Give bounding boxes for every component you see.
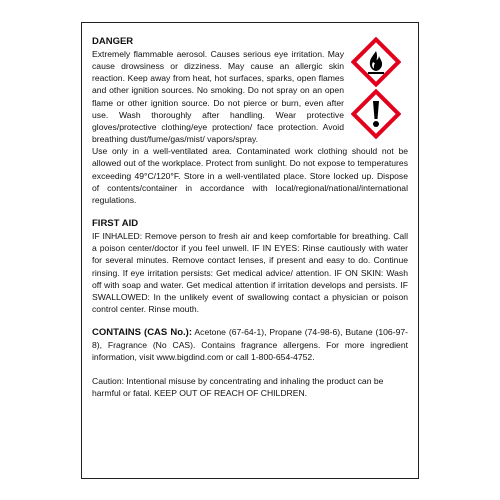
pictogram-column bbox=[342, 37, 410, 141]
danger-heading: DANGER bbox=[92, 36, 134, 47]
contains-text: Acetone (67-64-1), Propane (74-98-6), Butane (106-97-8), Fragrance (No CAS). Contains fragrance allergens. For more ingredient information, visit www.bigdind.com or call 1-800-654-4752. bbox=[92, 327, 408, 363]
first-aid-section bbox=[92, 217, 408, 315]
caution-text: Caution: Intentional misuse by concentrating and inhaling the product can be harmful or fatal. KEEP OUT OF REACH OF CHILDREN. bbox=[92, 375, 384, 398]
first-aid-text: IF INHALED: Remove person to fresh air and keep comfortable for breathing. Call a poison center/doctor if you feel unwell. IF IN EYES: Rinse cautiously with water for several minutes. Remove contact lenses, if present and easy to do. Continue rinsing. If eye irritation persists: Get medical advice/ attention. IF ON SKIN: Wash off with soap and water. Get medical attention if irritation develops and persists. IF SWALLOWED: In the unlikely event of swallowing contact a physician or poison control center. Rinse mouth. bbox=[92, 231, 408, 314]
first-aid-heading: FIRST AID bbox=[92, 218, 139, 230]
exclamation-pictogram-icon bbox=[351, 89, 401, 139]
danger-section bbox=[92, 35, 408, 206]
contains-text-block bbox=[92, 326, 408, 363]
danger-statements-narrow: Extremely flammable aerosol. Causes serious eye irritation. May cause drowsiness or dizziness. May cause an allergic skin reaction. Keep away from heat, hot surfaces, sparks, open flames and other ignition sources. No smoking. Do not spray on an open flame or other ignition source. Do not pierce or burn, even after use. Wash thoroughly after handling. Wear protective gloves/protective clothing/eye protection/ face protection. Avoid breathing dust/fume/gas/mist/ vapors/spray. bbox=[92, 49, 344, 145]
danger-statements-wide: Use only in a well-ventilated area. Contaminated work clothing should not be allowed out of the workplace. Protect from sunlight. Do not expose to temperatures exceeding 49°C/120°F. Store in a well-ventilated place. Store locked up. Dispose of contents/container in accordance with local/regional/national/international regulations. bbox=[92, 146, 408, 205]
caution-section bbox=[92, 375, 408, 399]
contains-heading: CONTAINS (CAS No.): bbox=[92, 327, 193, 339]
contains-section bbox=[92, 326, 408, 363]
flame-pictogram-icon bbox=[351, 37, 401, 87]
product-label bbox=[81, 22, 419, 479]
